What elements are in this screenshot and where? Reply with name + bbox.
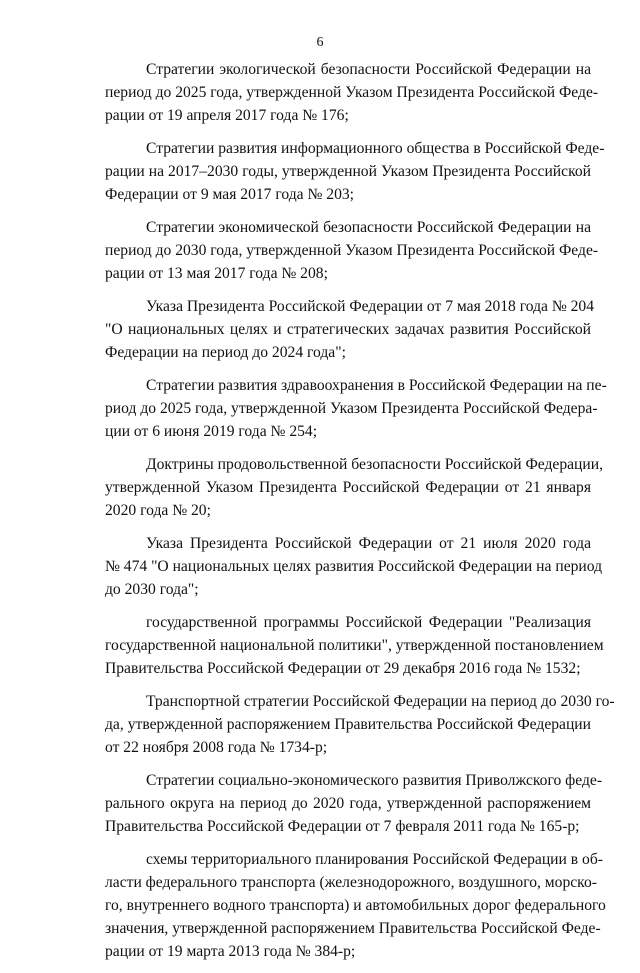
page-number: 6: [316, 35, 324, 50]
paragraph-ecological-security-strategy: [105, 58, 599, 127]
text-line: период до 2030 года, утвержденной Указом Президента Российской Феде-: [105, 242, 599, 259]
paragraph-territorial-planning-scheme: [105, 848, 606, 963]
text-line: от 22 ноября 2008 года № 1734-р;: [105, 739, 328, 756]
text-line: Стратегии экологической безопасности Российской Федерации на: [146, 61, 591, 78]
text-line: риод до 2025 года, утвержденной Указом Президента Российской Федера-: [105, 400, 598, 417]
text-line: схемы территориального планирования Российской Федерации в об-: [146, 851, 603, 868]
text-line: Правительства Российской Федерации от 7 февраля 2011 года № 165-р;: [105, 818, 580, 835]
text-line: рации от 19 марта 2013 года № 384-р;: [105, 943, 356, 960]
text-line: Стратегии социально-экономического развития Приволжского феде-: [146, 772, 603, 789]
text-line: рального округа на период до 2020 года, утвержденной распоряжением: [105, 795, 591, 812]
text-line: ласти федерального транспорта (железнодорожного, воздушного, морско-: [105, 874, 597, 891]
text-line: государственной национальной политики", утвержденной постановлением: [105, 637, 604, 654]
paragraph-healthcare-strategy: [105, 374, 607, 443]
text-line: рации на 2017–2030 годы, утвержденной Указом Президента Российской: [105, 163, 591, 180]
text-line: Стратегии экономической безопасности Российской Федерации на: [146, 219, 591, 236]
text-line: Транспортной стратегии Российской Федерации на период до 2030 го-: [146, 693, 615, 710]
text-line: значения, утвержденной распоряжением Правительства Российской Феде-: [105, 920, 601, 937]
paragraph-decree-474: [105, 532, 603, 601]
text-line: № 474 "О национальных целях развития Российской Федерации на период: [105, 558, 603, 575]
text-line: рации от 13 мая 2017 года № 208;: [105, 265, 328, 282]
text-line: Правительства Российской Федерации от 29 декабря 2016 года № 1532;: [105, 660, 581, 677]
text-line: Указа Президента Российской Федерации от 7 мая 2018 года № 204: [146, 298, 595, 315]
text-line: государственной программы Российской Федерации "Реализация: [146, 614, 591, 631]
text-line: утвержденной Указом Президента Российской Федерации от 21 января: [105, 479, 591, 496]
text-line: Доктрины продовольственной безопасности Российской Федерации,: [146, 456, 603, 473]
paragraph-transport-strategy: [105, 690, 615, 759]
text-line: да, утвержденной распоряжением Правительства Российской Федерации: [105, 716, 591, 733]
paragraph-economic-security-strategy: [105, 216, 599, 285]
text-line: Стратегии развития информационного общества в Российской Феде-: [146, 140, 605, 157]
text-line: "О национальных целях и стратегических задачах развития Российской: [105, 321, 591, 338]
text-line: рации от 19 апреля 2017 года № 176;: [105, 107, 349, 124]
text-line: ции от 6 июня 2019 года № 254;: [105, 423, 318, 440]
text-line: го, внутреннего водного транспорта) и автомобильных дорог федерального: [105, 897, 606, 914]
document-body: [105, 58, 615, 973]
paragraph-national-policy-program: [105, 611, 604, 680]
text-line: Федерации от 9 мая 2017 года № 203;: [105, 186, 354, 203]
paragraph-food-security-doctrine: [105, 453, 603, 522]
text-line: период до 2025 года, утвержденной Указом Президента Российской Феде-: [105, 84, 599, 101]
paragraph-information-society-strategy: [105, 137, 605, 206]
paragraph-volga-district-strategy: [105, 769, 603, 838]
text-line: 2020 года № 20;: [105, 502, 211, 519]
text-line: Стратегии развития здравоохранения в Российской Федерации на пе-: [146, 377, 607, 394]
paragraph-decree-204: [105, 295, 595, 364]
text-line: Федерации на период до 2024 года";: [105, 344, 346, 361]
text-line: до 2030 года";: [105, 581, 199, 598]
text-line: Указа Президента Российской Федерации от 21 июля 2020 года: [146, 535, 591, 552]
